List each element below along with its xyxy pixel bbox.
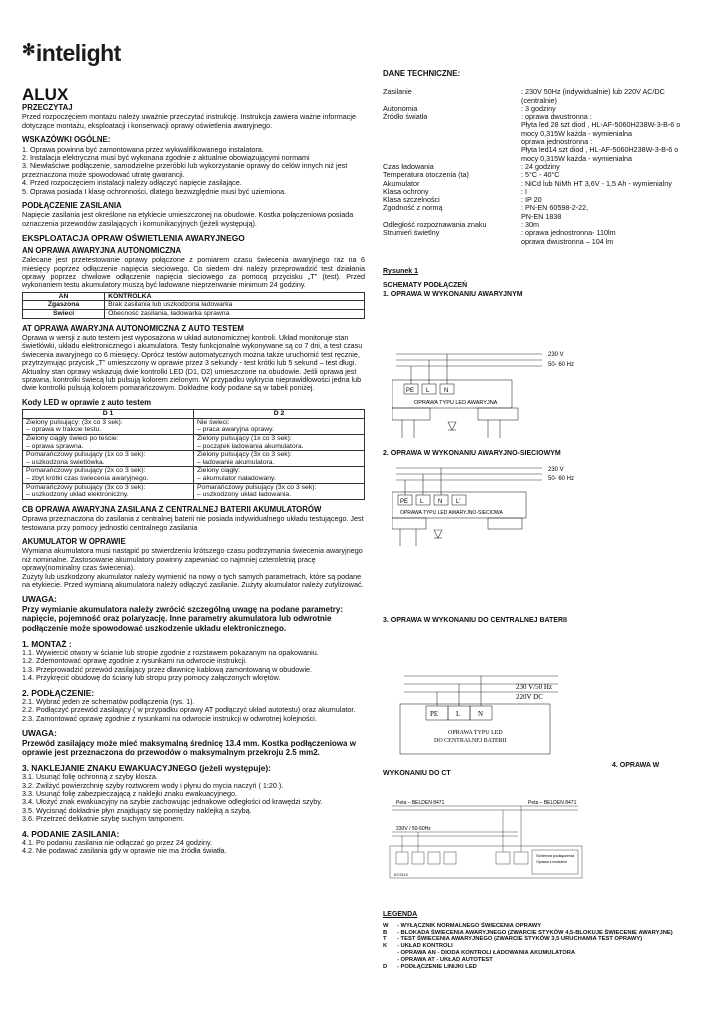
uwaga-2-text: Przewód zasilający może mieć maksymalną średnicę 13.4 mm. Kostka podłączeniowa w oprawie jest przeznaczona do przewodów o maksymalnym przekroju 2.5 mm2. xyxy=(22,738,356,758)
product-title: ALUX xyxy=(22,85,69,104)
brand-logo xyxy=(22,40,121,67)
spec-key: Autonomia xyxy=(383,103,418,113)
spec-key: Czas ładowania xyxy=(383,161,434,171)
spec-value: : 3 godziny xyxy=(521,103,556,113)
spec-key: Klasa ochrony xyxy=(383,186,429,196)
naklejanie-item: 3.2. Zwilżyć powierzchnię szyby roztworem wody i płynu do mycia naczyń ( 1:20 ). xyxy=(22,780,284,790)
naklejanie-item: 3.5. Wycisnąć dokładnie płyn znajdujący się pomiędzy naklejką a szybą. xyxy=(22,805,252,815)
montaz-item: 1.2. Zdemontować oprawę zgodnie z rysunkami na odwrocie instrukcji. xyxy=(22,656,247,666)
dane-heading: DANE TECHNICZNE: xyxy=(383,69,461,78)
akumulator-text: Wymiana akumulatora musi nastąpić po stwierdzeniu krótszego czasu podtrzymania świecenia awaryjnego niż nominalne. Zastosowane akumulatory powinny zapewniać co najmniej czteroletnią pracę oprawy(nominalny czas świecenia). xyxy=(22,546,363,573)
spec-value: : oprawa jednostronna- 110lm oprawa dwustronna – 104 lm xyxy=(521,228,616,246)
legend-code: B xyxy=(383,929,388,936)
legend-row xyxy=(383,964,703,971)
an-table-header: KONTROLKA xyxy=(105,292,365,301)
montaz-heading: 1. MONTAŻ : xyxy=(22,638,72,649)
led-table-cell: Pomarańczowy pulsujący (3x co 3 sek): – uszkodzony układ ładowania. xyxy=(194,483,365,499)
spec-value: : NiCd lub NiMh HT 3,6V - 1,5 Ah - wymienialny xyxy=(521,178,672,188)
legend-row xyxy=(383,943,703,963)
an-table-header: AN xyxy=(23,292,105,301)
fig4-title-b: WYKONANIU DO CT xyxy=(383,770,451,777)
legend-row xyxy=(383,936,703,943)
legend-desc: - TEST ŚWIECENIA AWARYJNEGO (ZWARCIE STYKÓW 3,5 URUCHAMIA TEST OPRAWY) xyxy=(397,936,643,943)
fig3-voltage-2: 220V DC xyxy=(516,693,543,701)
cb-text: Oprawa przeznaczona do zasilania z centralnej baterii nie posiada indywidualnego układu testującego. Jest testowana przy pomocy jednostki centralnego zasilania xyxy=(22,514,364,532)
naklejanie-item: 3.1. Usunąć folię ochronną z szyby klosza. xyxy=(22,772,158,782)
fig3-box-label: OPRAWA TYPU LED xyxy=(448,730,503,736)
spec-key: Zasilanie xyxy=(383,87,412,97)
fig4-voltage: 230V / 50-60Hz xyxy=(396,826,431,832)
technical-data xyxy=(383,70,703,246)
spec-value: : 230V 50Hz (indywidualnie) lub 220V AC/DC (centralnie) xyxy=(521,87,665,105)
spec-value: : IP 20 xyxy=(521,195,542,205)
fig4-schemat: Schemat podłączenia xyxy=(536,853,575,858)
led-table-cell: Zielony pulsujący (1x co 3 sek): – początek ładowania akumulatora. xyxy=(194,434,365,450)
fig2-freq: 50- 60 Hz xyxy=(548,476,575,482)
led-table-cell: Zielony pulsujący: (3x co 3 sek): – oprawa w trakcie testu. xyxy=(23,418,194,434)
fig4-module: ECS110 xyxy=(394,873,408,877)
schematy-heading: SCHEMATY PODŁĄCZEŃ xyxy=(383,282,468,289)
rysunek-label: Rysunek 1 xyxy=(383,268,419,275)
diagram-ct xyxy=(388,796,588,882)
legend-desc: - WYŁĄCZNIK NORMALNEGO ŚWIECENIA OPRAWY xyxy=(397,922,542,929)
fig1-box-label: OPRAWA TYPU LED AWARYJNA xyxy=(414,400,498,406)
uwaga-2-heading: UWAGA: xyxy=(22,728,57,739)
an-table-cell: Zgaszona xyxy=(23,301,105,310)
an-table xyxy=(22,292,365,319)
akumulator-text-2: Zużyty lub uszkodzony akumulator należy wymienić na nowy o tych samych parametrach, które są podane na etykiecie. Przed wymianą akumulatora należy odłączyć zasilanie. Zużyty akumulator należy zutylizować. xyxy=(22,571,364,589)
naklejanie-item: 3.3. Usunąć folię zabezpieczającą z naklejki znaku ewakuacyjnego. xyxy=(22,789,237,798)
spec-value: : 30m xyxy=(521,220,539,230)
fig4-cable-2: Peta – BELDEN 8471 xyxy=(528,800,577,806)
podanie-heading: 4. PODANIE ZASILANIA: xyxy=(22,828,120,839)
an-heading: AN OPRAWA AWARYJNA AUTONOMICZNA xyxy=(22,245,182,255)
spec-key: Klasa szczelności xyxy=(383,195,440,205)
naklejanie-item: 3.4. Ułożyć znak ewakuacyjny na szybie zachowując jednakowe odległości od krawędzi szyby. xyxy=(22,797,323,807)
podlaczenie-item: 2.2. Podłączyć przewód zasilający ( w przypadku oprawy AT podłączyć układ autotestu) oraz akumulator. xyxy=(22,705,356,715)
legend-code: W xyxy=(383,922,389,929)
podanie-item: 4.1. Po podaniu zasilania nie odłączać go przez 24 godziny. xyxy=(22,838,213,848)
naklejanie-heading: 3. NAKLEJANIE ZNAKU EWAKUACYJNEGO (jeżeli występuje): xyxy=(22,762,271,773)
ogolne-item: 2. Instalacja elektryczna musi być wykonana zgodnie z aktualnie obowiązującymi normami xyxy=(22,153,310,163)
fig2-title: 2. OPRAWA W WYKONANIU AWARYJNO-SIECIOWYM xyxy=(383,450,561,457)
przeczytaj-text: Przed rozpoczęciem montażu należy uważnie przeczytać instrukcję. Instrukcja zawiera ważne informacje dotyczące montażu, eksploatacji i konserwacji oprawy oświetlenia awaryjnego. xyxy=(22,112,356,130)
spec-value: : I xyxy=(521,186,527,196)
podlaczenie-heading: 2. PODŁĄCZENIE: xyxy=(22,687,95,698)
at-text: Oprawa w wersji z auto testem jest wyposażona w układ autonomicznej kontroli. Układ monitoruje stan świetlówki, układu elektronicznego i akumulatora. Testy funkcjonalne wykonywane są co 7 dni, a test czasu świecenia awaryjnego co 6 miesięcy. Oprócz testów automatycznych można także uruchomić test ręcznie, przytrzymując przycisk „T” umieszczony w oprawie przez 3 sekundy - test krótki lub 5 sekund – test długi. xyxy=(22,332,363,368)
led-table-cell: Pomarańczowy pulsujący (1x co 3 sek): – uszkodzona świetlówka. xyxy=(23,451,194,467)
spec-key: Odległość rozpoznawania znaku xyxy=(383,220,487,230)
terminal-pe-label: PE xyxy=(400,499,409,505)
legend xyxy=(383,912,703,970)
montaz-item: 1.1. Wywiercić otwory w ścianie lub stropie zgodnie z rozstawem pokazanym na opakowaniu. xyxy=(22,647,319,657)
spec-value: : oprawa dwustronna : Płyta led 28 szt diod , HL-AF-5060H238W-3-B-6 o mocy 0,315W każda - wymienialna oprawa jednostronna : Płyta led14 szt diod , HL-AF-5060H238W-3-B-6 o mocy 0,315W każda - wymienialna xyxy=(521,112,681,163)
fig3-voltage: 230 V/50 Hz xyxy=(516,683,553,691)
left-column xyxy=(22,86,365,856)
fig3-box-label-2: DO CENTRALNEJ BATERII xyxy=(434,738,507,744)
spec-value: : PN-EN 60598-2-22, PN-EN 1838 xyxy=(521,203,589,221)
led-table-cell: Nie świeci: – praca awaryjna oprawy. xyxy=(194,418,365,434)
an-table-cell: Brak zasilania lub uszkodzona ładowarka xyxy=(105,301,365,310)
spec-list xyxy=(383,88,703,246)
legend-desc: - BLOKADA ŚWIECENIA AWARYJNEGO (ZWARCIE STYKÓW 4,5-BLOKUJE ŚWIECENIE AWARYJNE) xyxy=(397,929,673,936)
terminal-n-label: N xyxy=(478,710,484,718)
legend-heading: LEGENDA xyxy=(383,911,418,918)
ogolne-item: 3. Niewłaściwe podłączenie, samodzielne przeróbki lub wykorzystanie oprawy do celów innych niż jest przeznaczona może spowodować utratę gwarancji. xyxy=(22,161,348,179)
terminal-n-label: N xyxy=(444,388,449,394)
fig2-voltage: 230 V xyxy=(548,467,564,473)
terminal-pe-label: PE xyxy=(406,388,415,394)
led-heading: Kody LED w oprawie z auto testem xyxy=(22,397,152,407)
at-text-2: Aktualny stan oprawy wskazują dwie kontrolki LED (D1, D2) umieszczone na obudowie. Jeśli oprawa jest sprawna, kontrolki świecą lub pulsują kolorem zielonym. W przypadku wykrycia nieprawidłowości jedna lub dwie kontrolki pulsują kolorem pomarańczowym. Dokładne kody podane są w tabeli poniżej. xyxy=(22,366,362,393)
legend-code: D xyxy=(383,963,388,970)
spec-key: Strumień świetlny xyxy=(383,228,440,238)
zasilanie-text: Napięcie zasilania jest określone na etykiecie umieszczonej na obudowie. Kostka połączeniowa posiada oznaczenia przewodów zasilających i komunikacyjnych (jeżeli występują). xyxy=(22,210,354,228)
at-heading: AT OPRAWA AWARYJNA AUTONOMICZNA Z AUTO TESTEM xyxy=(22,323,244,333)
fig4-title-a: 4. OPRAWA W xyxy=(612,762,660,769)
fig1-title: 1. OPRAWA W WYKONANIU AWARYJNYM xyxy=(383,291,523,298)
legend-row xyxy=(383,923,703,930)
spec-value: : 5°C - 40°C xyxy=(521,170,560,180)
montaz-item: 1.3. Przeprowadzić przewód zasilający przez dławnicę kablową zamontowaną w obudowie. xyxy=(22,664,313,674)
naklejanie-item: 3.6. Przetrzeć delikatnie szybę suchym tamponem. xyxy=(22,814,185,824)
spec-key: Źródło światła xyxy=(383,112,428,122)
podanie-item: 4.2. Nie podawać zasilania gdy w oprawie nie ma źródła światła. xyxy=(22,846,227,856)
podlaczenie-item: 2.1. Wybrać jeden ze schematów podłączenia (rys. 1). xyxy=(22,696,195,706)
led-table xyxy=(22,409,365,500)
uwaga-heading: UWAGA: xyxy=(22,594,57,605)
led-table-cell: Zielony ciągły świeci po teście: – oprawa sprawna. xyxy=(23,434,194,450)
cb-heading: CB OPRAWA AWARYJNA ZASILANA Z CENTRALNEJ BATERII AKUMULATORÓW xyxy=(22,504,322,514)
led-table-header: D 2 xyxy=(194,410,365,419)
legend-desc: - UKŁAD KONTROLI - OPRAWA AN - DIODA KONTROLI ŁADOWANIA AKUMULATORA - OPRAWA AT - UKŁAD AUTOTEST xyxy=(397,943,576,963)
spec-key: Akumulator xyxy=(383,178,420,188)
fig4-cable-1: Peta – BELDEN 8471 xyxy=(396,800,445,806)
akumulator-heading: AKUMULATOR W OPRAWIE xyxy=(22,536,126,546)
legend-code: T xyxy=(383,936,387,943)
fig4-schemat-2: Oprawa z modułem xyxy=(536,860,568,864)
fig3-title: 3. OPRAWA W WYKONANIU DO CENTRALNEJ BATERII xyxy=(383,617,567,624)
fig1-voltage: 230 V xyxy=(548,352,564,358)
legend-desc: - PODŁĄCZENIE LINIJKI LED xyxy=(397,963,477,970)
terminal-pe-label: PE xyxy=(430,710,439,718)
ogolne-item: 5. Oprawa posiada I klasę ochronności, dlatego bezwzględnie musi być uziemiona. xyxy=(22,186,287,196)
fig1-freq: 50- 60 Hz xyxy=(548,362,575,368)
terminal-l-label: L xyxy=(420,499,424,505)
led-table-cell: Pomarańczowy pulsujący (3x co 3 sek): – uszkodzony układ elektroniczny. xyxy=(23,483,194,499)
legend-code: K xyxy=(383,943,388,950)
led-table-cell: Zielony pulsujący (3x co 3 sek): – ładowanie akumulatora. xyxy=(194,451,365,467)
uwaga-text: Przy wymianie akumulatora należy zwrócić szczególną uwagę na podane parametry: napięcie, pojemność oraz polaryzację. Inne parametry akumulatora lub odwrotnie podłączenie może spowodować uszkodzenie układu elektronicznego. xyxy=(22,604,343,633)
an-table-cell: Obecność zasilania, ładowarka sprawna xyxy=(105,309,365,318)
terminal-l-label: L xyxy=(456,710,461,718)
fig2-box-label: OPRAWA TYPU LED AWARYJNO-SIECIOWA xyxy=(400,510,503,516)
spec-key: Zgodność z normą xyxy=(383,203,443,213)
diagram-awaryjno-sieciowa xyxy=(392,462,592,552)
ogolne-item: 1. Oprawa powinna być zamontowana przez wykwalifikowanego instalatora. xyxy=(22,144,264,154)
terminal-n-label: N xyxy=(438,499,443,505)
an-table-cell: Świeci xyxy=(23,309,105,318)
brand-name: intelight xyxy=(35,40,121,66)
led-table-cell: Pomarańczowy pulsujący (2x co 3 sek): – zbyt krótki czas świecenia awaryjnego. xyxy=(23,467,194,483)
diagram-awaryjna xyxy=(392,344,592,444)
zasilanie-heading: PODŁĄCZENIE ZASILANIA xyxy=(22,201,122,211)
przeczytaj-heading: PRZECZYTAJ xyxy=(22,103,73,112)
led-table-cell: Zielony ciągły: – akumulator naładowany. xyxy=(194,467,365,483)
ogolne-heading: WSKAZÓWKI OGÓLNE: xyxy=(22,135,111,145)
terminal-l-prime-label: L' xyxy=(456,499,461,505)
diagram-centralna-bateria xyxy=(398,668,568,760)
spec-key: Temperatura otoczenia (ta) xyxy=(383,170,469,180)
eksploatacja-heading: EKSPLOATACJA OPRAW OŚWIETLENIA AWARYJNEGO xyxy=(22,233,245,244)
an-text: Zalecane jest przetestowanie oprawy połączone z pomiarem czasu świecenia awaryjnego raz na 6 miesięcy poprzez odłączenie napięcia sieciowego. Co siedem dni należy przeprowadzić test działania oprawy poprzez chwilowe odłączenie napięcia sieciowego za pomocą przycisku „T” (test). Przed wykonaniem testu akumulatory muszą być ładowane nieprzerwanie minimum 24 godziny. xyxy=(22,255,365,290)
terminal-l-label: L xyxy=(426,388,430,394)
podlaczenie-item: 2.3. Zamontować oprawę zgodnie z rysunkami na odwrocie instrukcji w odwrotnej kolejności. xyxy=(22,713,317,723)
montaz-item: 1.4. Przykręcić obudowę do ściany lub stropu przy pomocy załączonych wkrętów. xyxy=(22,673,281,683)
spec-value: : 24 godziny xyxy=(521,161,560,171)
led-table-header: D 1 xyxy=(23,410,194,419)
sparkle-icon: ✻ xyxy=(22,42,35,59)
ogolne-item: 4. Przed rozpoczęciem instalacji należy odłączyć napięcie zasilające. xyxy=(22,178,242,188)
